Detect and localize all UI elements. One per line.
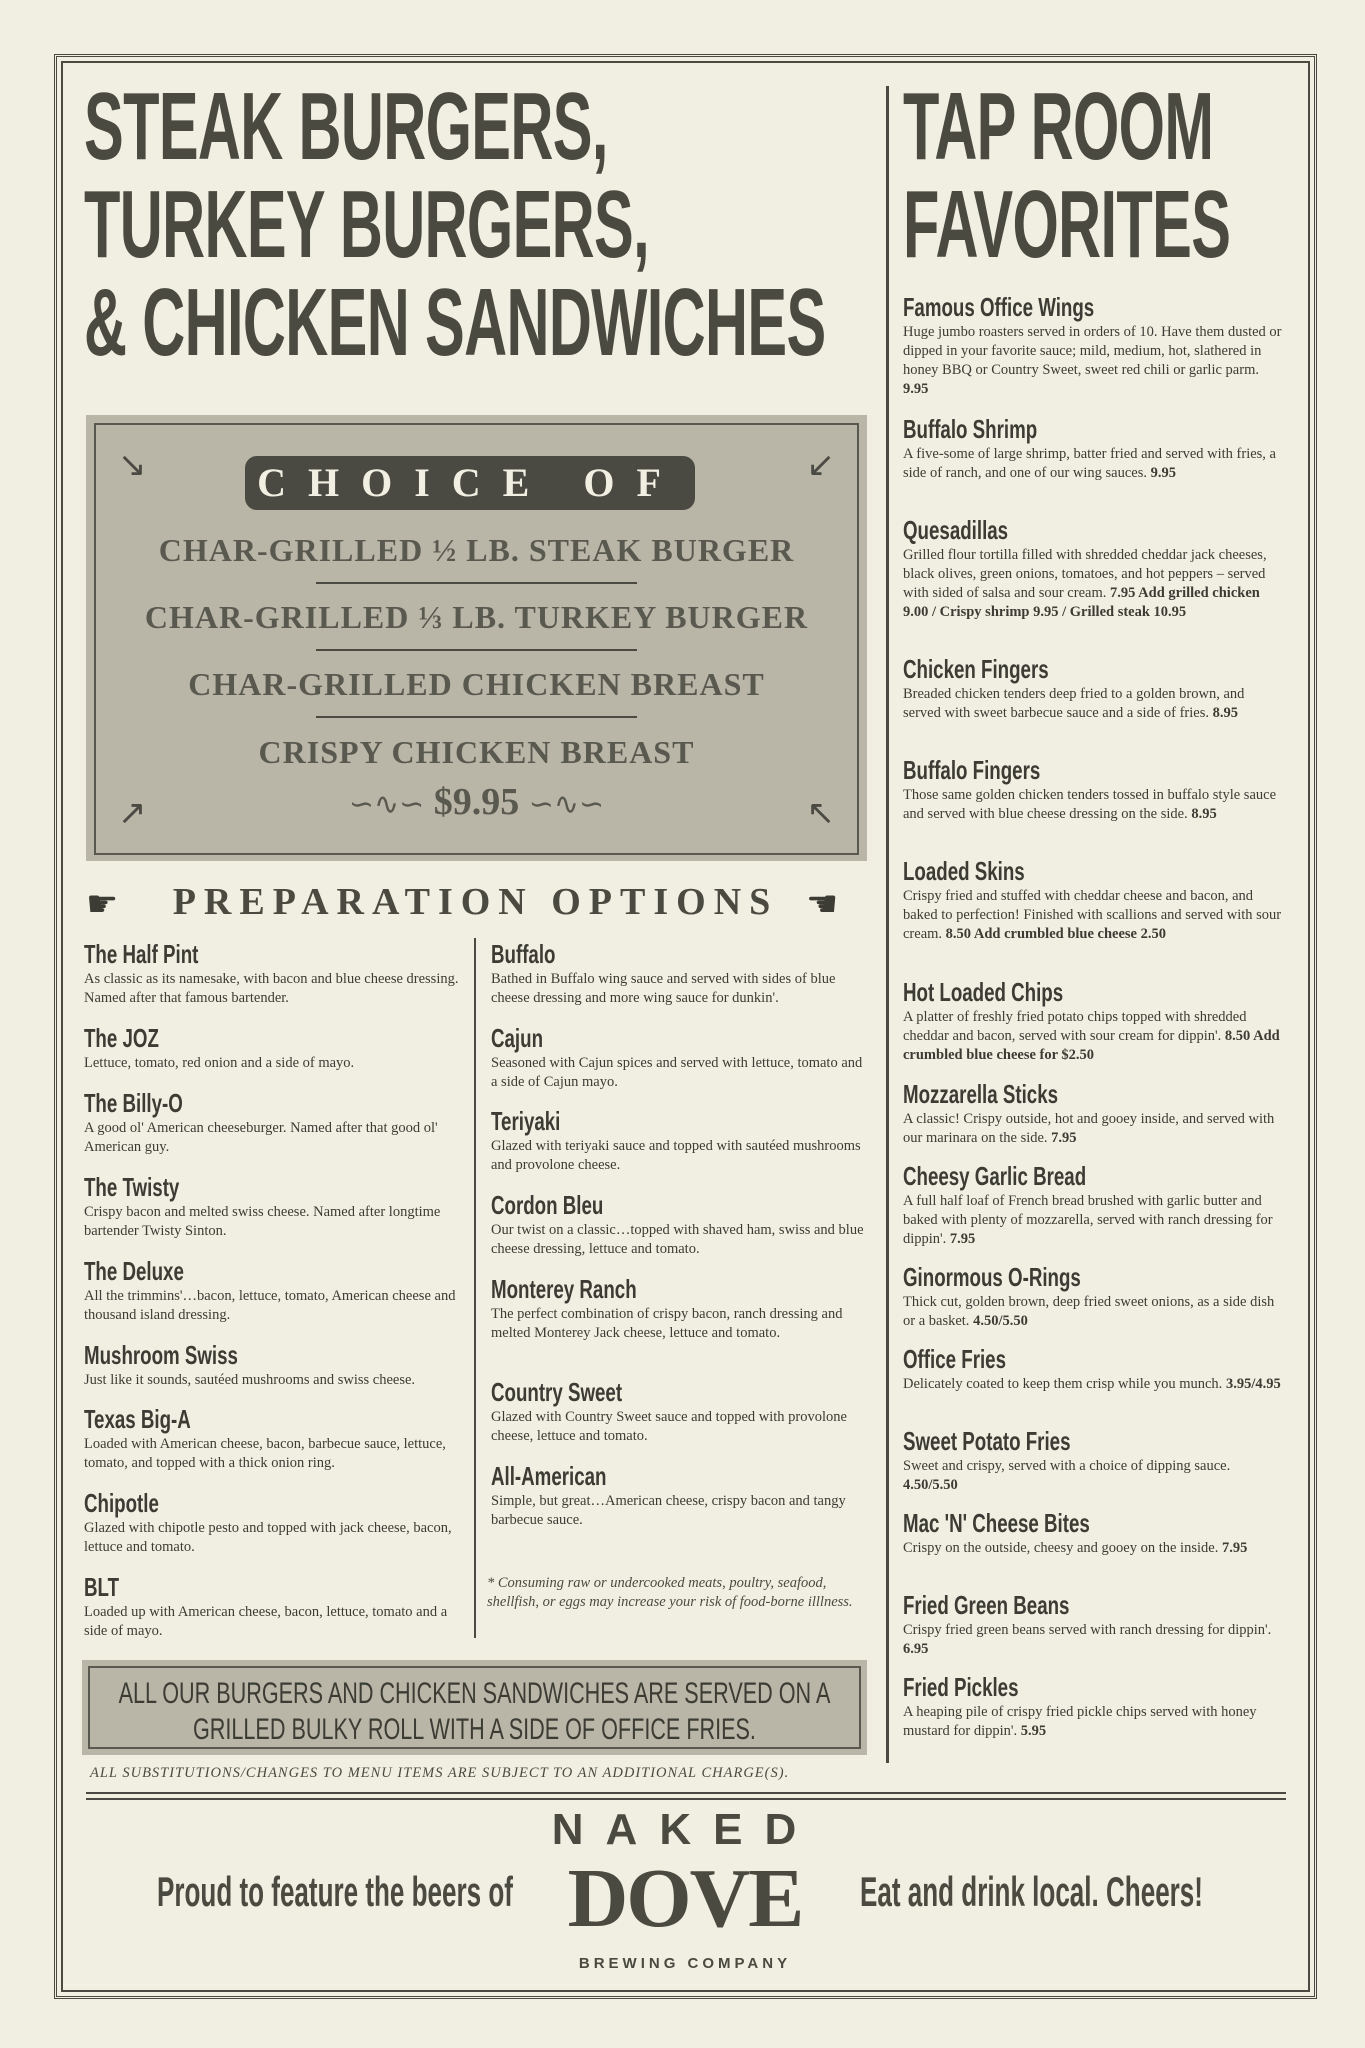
corner-arrow-icon: ↘ xyxy=(118,445,147,485)
prep-item: BLT Loaded up with American cheese, bacon, lettuce, tomato and a side of mayo. xyxy=(84,1572,448,1639)
naked-dove-logo xyxy=(540,1805,830,1975)
logo-sub-word: BREWING COMPANY xyxy=(578,1955,792,1972)
divider xyxy=(316,649,637,651)
choice-option: CHAR-GRILLED CHICKEN BREAST xyxy=(188,666,765,702)
prep-item: Monterey Ranch The perfect combination of crispy bacon, ranch dressing and melted Monterey Jack cheese, lettuce and tomato. xyxy=(491,1274,843,1341)
logo-top-word: NAKED xyxy=(551,1805,819,1854)
column-divider xyxy=(886,86,889,1763)
prep-item: Chipotle Glazed with chipotle pesto and topped with jack cheese, bacon, lettuce and tomato. xyxy=(84,1488,452,1555)
tap-item: Loaded Skins Crispy fried and stuffed with cheddar cheese and bacon, and baked to perfection! Finished with scallions and served with sour cream. 8.50 Add crumbled blue cheese 2.50 xyxy=(903,856,1282,942)
corner-arrow-icon: ↖ xyxy=(806,793,835,833)
choice-box xyxy=(86,415,867,861)
corner-arrow-icon: ↗ xyxy=(118,793,147,833)
choice-heading: CHOICE OF xyxy=(245,456,695,510)
served-line: ALL OUR BURGERS AND CHICKEN SANDWICHES ARE SERVED ON A xyxy=(118,1677,831,1710)
divider xyxy=(316,582,637,584)
prep-item: Buffalo Bathed in Buffalo wing sauce and served with sides of blue cheese dressing and more wing sauce for dunkin'. xyxy=(491,939,836,1006)
choice-option: CHAR-GRILLED ⅓ LB. TURKEY BURGER xyxy=(144,599,809,635)
served-box xyxy=(82,1660,867,1755)
tap-item: Buffalo Shrimp A five-some of large shrimp, batter fried and served with fries, a side of ranch, and one of our wing sauces. 9.95 xyxy=(903,414,1276,481)
tap-item: Quesadillas Grilled flour tortilla filled with shredded cheddar jack cheeses, black olives, green onions, tomatoes, and hot peppers – served with sided of salsa and sour cream. 7.95 Add grilled chicken 9.00 / Crispy shrimp 9.95 / Grilled steak 10.95 xyxy=(903,515,1267,620)
tap-item: Mozzarella Sticks A classic! Crispy outside, hot and gooey inside, and served with our marinara on the side. 7.95 xyxy=(903,1079,1275,1146)
choice-option: CRISPY CHICKEN BREAST xyxy=(258,734,695,770)
pointing-hand-icon: ☛ xyxy=(86,884,119,925)
prep-item: Mushroom Swiss Just like it sounds, sautéed mushrooms and swiss cheese. xyxy=(84,1340,416,1388)
logo-main-word: DOVE xyxy=(567,1852,803,1945)
tap-item: Fried Green Beans Crispy fried green beans served with ranch dressing for dippin'. 6.95 xyxy=(903,1590,1272,1657)
prep-item: The Billy-O A good ol' American cheeseburger. Named after that good ol' American guy. xyxy=(84,1088,438,1155)
tap-item: Office Fries Delicately coated to keep them crisp while you munch. 3.95/4.95 xyxy=(903,1344,1281,1392)
prep-item: The JOZ Lettuce, tomato, red onion and a side of mayo. xyxy=(84,1023,355,1071)
tap-item: Chicken Fingers Breaded chicken tenders deep fried to a golden brown, and served with sweet barbecue sauce and a side of fries. 8.95 xyxy=(903,654,1245,721)
consumer-advisory: * Consuming raw or undercooked meats, poultry, seafood, shellfish, or eggs may increase your risk of food-borne illlness. xyxy=(487,1575,853,1610)
section-title-tap-room: TAP ROOM FAVORITES xyxy=(903,73,1231,278)
prep-item: The Half Pint As classic as its namesake, with bacon and blue cheese dressing. Named after that famous bartender. xyxy=(84,939,459,1006)
tap-item: Buffalo Fingers Those same golden chicken tenders tossed in buffalo style sauce and served with blue cheese dressing on the side. 8.95 xyxy=(903,755,1276,822)
divider xyxy=(316,716,637,718)
footer-right-text: Eat and drink local. Cheers! xyxy=(860,1868,1203,1915)
section-title-burgers: STEAK BURGERS, TURKEY BURGERS, & CHICKEN SANDWICHES xyxy=(84,73,826,376)
prep-item: Texas Big-A Loaded with American cheese, bacon, barbecue sauce, lettuce, tomato, and topped with a thick onion ring. xyxy=(84,1404,446,1471)
choice-price: ∽∿∽ $9.95 ∽∿∽ xyxy=(348,781,605,823)
served-line: GRILLED BULKY ROLL WITH A SIDE OF OFFICE FRIES. xyxy=(193,1713,756,1746)
substitutions-note: ALL SUBSTITUTIONS/CHANGES TO MENU ITEMS ARE SUBJECT TO AN ADDITIONAL CHARGE(S). xyxy=(90,1765,790,1781)
tap-item: Mac 'N' Cheese Bites Crispy on the outside, cheesy and gooey on the inside. 7.95 xyxy=(903,1508,1248,1556)
prep-item: Country Sweet Glazed with Country Sweet sauce and topped with provolone cheese, lettuce and tomato. xyxy=(491,1377,847,1444)
column-divider xyxy=(474,938,476,1638)
prep-item: Cordon Bleu Our twist on a classic…topped with shaved ham, swiss and blue cheese dressing, lettuce and tomato. xyxy=(491,1190,864,1257)
tap-item: Fried Pickles A heaping pile of crispy fried pickle chips served with honey mustard for dippin'. 5.95 xyxy=(903,1672,1257,1739)
prep-item: The Deluxe All the trimmins'…bacon, lettuce, tomato, American cheese and thousand island dressing. xyxy=(84,1256,456,1323)
prep-heading: PREPARATION OPTIONS xyxy=(172,881,779,923)
tap-item: Hot Loaded Chips A platter of freshly fried potato chips topped with shredded cheddar and bacon, served with sour cream for dippin'. 8.50 Add crumbled blue cheese for $2.50 xyxy=(903,977,1280,1063)
tap-item: Cheesy Garlic Bread A full half loaf of French bread brushed with garlic butter and baked with plenty of mozzarella, served with ranch dressing for dippin'. 7.95 xyxy=(903,1161,1273,1247)
prep-item: The Twisty Crispy bacon and melted swiss cheese. Named after longtime bartender Twisty Sinton. xyxy=(84,1172,441,1239)
pointing-hand-icon: ☚ xyxy=(806,884,839,925)
tap-item: Famous Office Wings Huge jumbo roasters served in orders of 10. Have them dusted or dipped in your favorite sauce; mild, medium, hot, slathered in honey BBQ or Country Sweet, sweet red chili or garlic parm. 9.95 xyxy=(903,292,1282,397)
corner-arrow-icon: ↙ xyxy=(806,445,835,485)
tap-item: Sweet Potato Fries Sweet and crispy, served with a choice of dipping sauce. 4.50/5.50 xyxy=(903,1426,1231,1493)
footer-left-text: Proud to feature the beers of xyxy=(157,1868,513,1915)
prep-item: Teriyaki Glazed with teriyaki sauce and topped with sautéed mushrooms and provolone cheese. xyxy=(491,1106,861,1173)
choice-option: CHAR-GRILLED ½ LB. STEAK BURGER xyxy=(158,532,795,568)
flourish-icon: ∽∿∽ xyxy=(528,788,605,821)
footer-divider xyxy=(86,1792,1286,1794)
prep-item: Cajun Seasoned with Cajun spices and served with lettuce, tomato and a side of Cajun mayo. xyxy=(491,1023,863,1090)
prep-item: All-American Simple, but great…American cheese, crispy bacon and tangy barbecue sauce. xyxy=(491,1461,846,1528)
flourish-icon: ∽∿∽ xyxy=(348,788,425,821)
footer-divider xyxy=(86,1798,1286,1800)
tap-item: Ginormous O-Rings Thick cut, golden brown, deep fried sweet onions, as a side dish or a basket. 4.50/5.50 xyxy=(903,1262,1275,1329)
